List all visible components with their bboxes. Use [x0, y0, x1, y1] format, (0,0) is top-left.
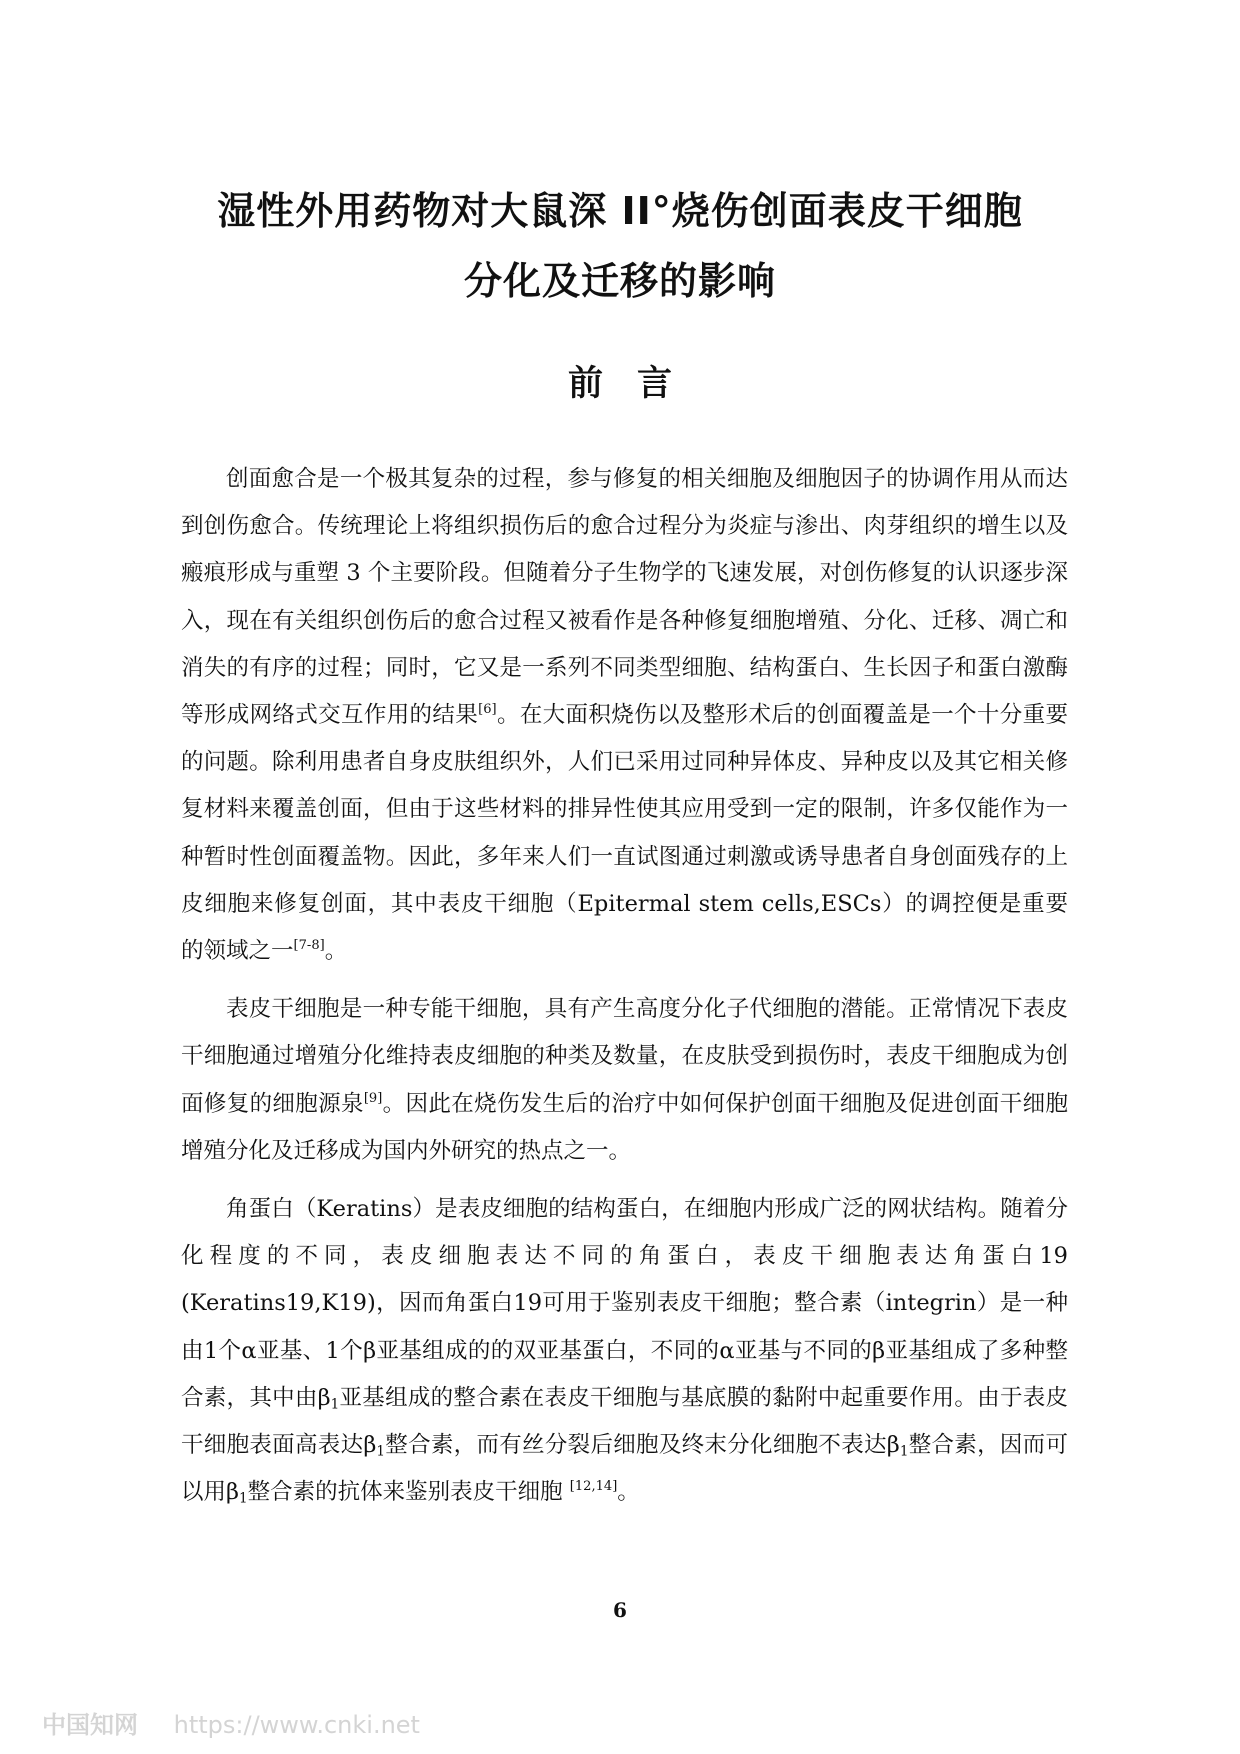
- paragraph-text: 。因此在烧伤发生后的治疗中如何保护创面干细胞及促进创面干细胞增殖分化及迁移成为国内外研究的热点之一。: [181, 1090, 1068, 1164]
- paragraph: [181, 986, 1068, 1175]
- paragraph-text: 角蛋白（Keratins）是表皮细胞的结构蛋白，在细胞内形成广泛的网状结构。随着分化程度的不同，表皮细胞表达不同的角蛋白，表皮干细胞表达角蛋白19 (Keratins19,K19)，因而角蛋白19可用于鉴别表皮干细胞；整合素（integrin）是一种由1个α亚基、1个β亚基组成的的双亚基蛋白，不同的α亚基与不同的β亚基组成了多种整合素，其中由β: [181, 1196, 1068, 1411]
- paragraph-text: 表皮干细胞是一种专能干细胞，具有产生高度分化子代细胞的潜能。正常情况下表皮干细胞通过增殖分化维持表皮细胞的种类及数量，在皮肤受到损伤时，表皮干细胞成为创面修复的细胞源泉: [181, 996, 1068, 1117]
- paragraph-text: 。: [617, 1479, 640, 1506]
- subscript: 1: [899, 1443, 909, 1460]
- body-text: [181, 456, 1068, 1527]
- document-title-line-2: 分化及迁移的影响: [463, 259, 776, 303]
- subscript: 1: [330, 1396, 340, 1413]
- page-number: 6: [613, 1598, 627, 1622]
- paragraph-text: 亚基组成的整合素在表皮干细胞与基底膜的黏附中起重要作用。由于表皮干细胞表面高表达β: [181, 1384, 1068, 1459]
- section-heading: 前言: [567, 364, 706, 404]
- watermark-logo: 中国知网: [42, 1711, 138, 1739]
- citation-ref: [6]: [478, 701, 497, 717]
- paragraph-text: 整合素的抗体来鉴别表皮干细胞: [247, 1479, 570, 1506]
- paragraph-text: 。在大面积烧伤以及整形术后的创面覆盖是一个十分重要的问题。除利用患者自身皮肤组织外，人们已采用过同种异体皮、异种皮以及其它相关修复材料来覆盖创面，但由于这些材料的排异性使其应用受到一定的限制，许多仅能作为一种暂时性创面覆盖物。因此，多年来人们一直试图通过刺激或诱导患者自身创面残存的上皮细胞来修复创面，其中表皮干细胞（Epitermal stem cells,ESCs）的调控便是重要的领域之一: [181, 702, 1068, 965]
- citation-ref: [7-8]: [293, 937, 325, 953]
- paragraph-text: 整合素，因而可以用β: [181, 1432, 1068, 1506]
- subscript: 1: [239, 1490, 248, 1507]
- watermark-url: https://www.cnki.net: [173, 1711, 420, 1739]
- paragraph: [181, 1186, 1068, 1516]
- subscript: 1: [376, 1443, 385, 1460]
- paragraph-text: 。: [324, 938, 348, 965]
- watermark: [42, 1705, 420, 1740]
- citation-ref: [12,14]: [569, 1479, 618, 1495]
- paragraph-text: 整合素，而有丝分裂后细胞及终末分化细胞不表达β: [384, 1432, 900, 1459]
- paragraph: [181, 456, 1068, 975]
- paragraph-text: 创面愈合是一个极其复杂的过程，参与修复的相关细胞及细胞因子的协调作用从而达到创伤愈合。传统理论上将组织损伤后的愈合过程分为炎症与渗出、肉芽组织的增生以及瘢痕形成与重塑 3 个主要阶段。但随着分子生物学的飞速发展，对创伤修复的认识逐步深入，现在有关组织创伤后的愈合过程又被看作是各种修复细胞增殖、分化、迁移、凋亡和消失的有序的过程；同时，它又是一系列不同类型细胞、结构蛋白、生长因子和蛋白激酶等形成网络式交互作用的结果: [181, 466, 1068, 729]
- document-title-line-1: 湿性外用药物对大鼠深 II°烧伤创面表皮干细胞: [217, 189, 1023, 233]
- citation-ref: [9]: [363, 1090, 383, 1106]
